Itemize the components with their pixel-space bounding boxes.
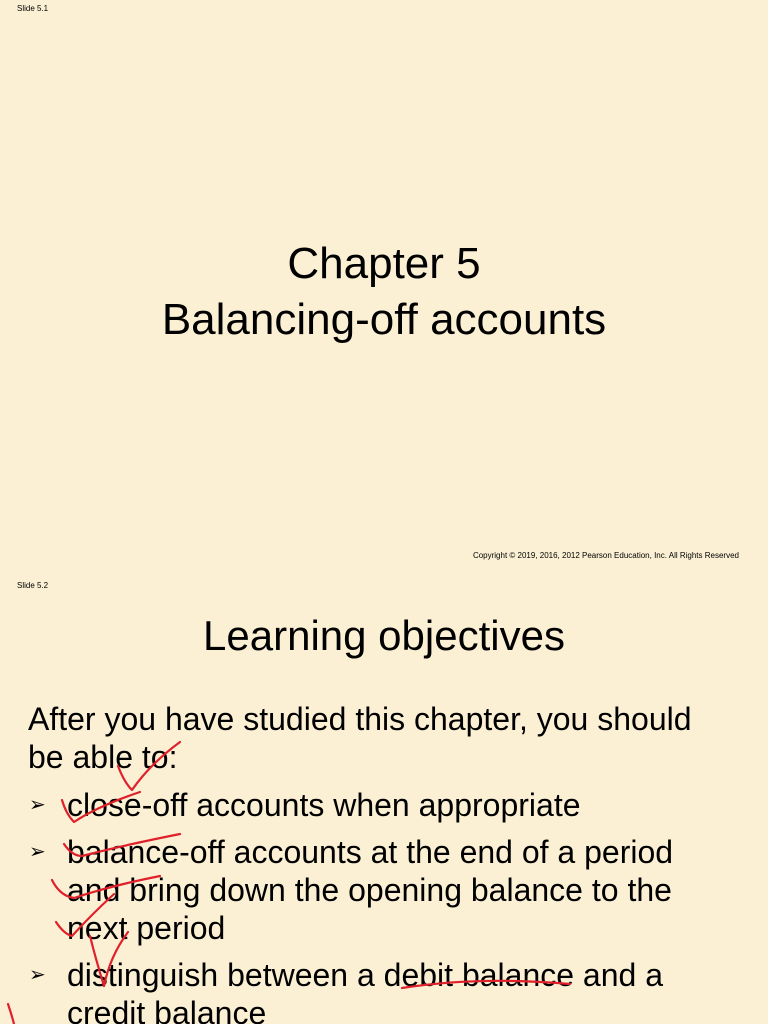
- chapter-title: [0, 236, 768, 348]
- slide-5-2: [0, 576, 768, 1024]
- objective-line: distinguish between a debit balance and a: [67, 957, 663, 993]
- slide-title: Learning objectives: [203, 612, 565, 659]
- objective-line: close-off accounts when appropriate: [67, 787, 581, 823]
- copyright-notice: Copyright © 2019, 2016, 2012 Pearson Education, Inc. All Rights Reserved: [472, 551, 739, 560]
- margin-stroke: [8, 1004, 14, 1024]
- objective-line: balance-off accounts at the end of a period: [67, 834, 674, 870]
- arrow-bullet-icon: ➢: [29, 841, 46, 863]
- objective-line: next period: [67, 910, 226, 946]
- arrow-bullet-icon: ➢: [29, 794, 46, 816]
- objective-item: [28, 786, 673, 824]
- objective-item: [28, 956, 673, 1024]
- intro-line: After you have studied this chapter, you should: [28, 701, 692, 737]
- intro-line: be able to:: [28, 739, 178, 775]
- objective-item: [28, 833, 673, 947]
- intro-text: [28, 700, 692, 776]
- chapter-name: Balancing-off accounts: [161, 295, 607, 344]
- arrow-bullet-icon: ➢: [29, 964, 46, 986]
- objective-line: credit balance: [67, 995, 267, 1024]
- objective-line: and bring down the opening balance to the: [67, 872, 672, 908]
- objectives-list: [28, 786, 673, 1024]
- slide-number: Slide 5.1: [17, 4, 49, 13]
- chapter-number: Chapter 5: [287, 239, 481, 288]
- slide-number: Slide 5.2: [17, 581, 49, 590]
